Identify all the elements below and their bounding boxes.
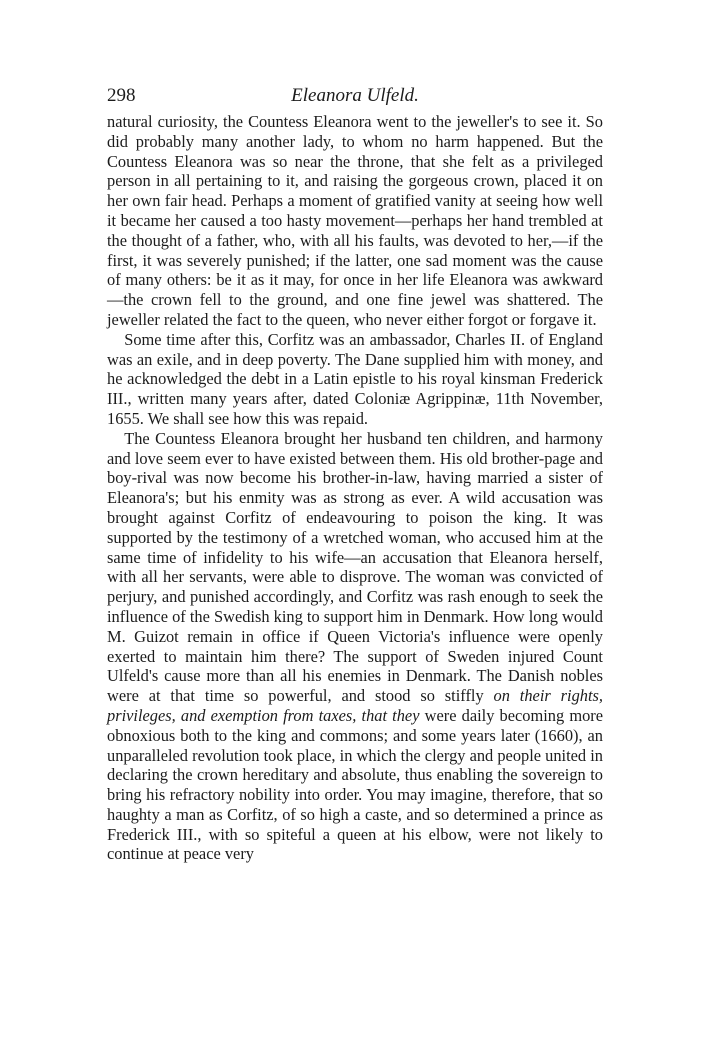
paragraph-3-text-b: were daily becoming more obnoxious both to the king and commons; and some years later (1660), an unparalleled revolution took place, in which the clergy and people united in declaring the crown hereditary and absolute, thus enabling the sovereign to bring his refractory nobility into order. You may imagine, therefore, that so haughty a man as Corfitz, of so high a caste, and so determined a prince as Frederick III., with so spiteful a queen at his elbow, were not likely to continue at peace very [107,705,603,864]
paragraph-2 [107,330,603,429]
running-title: Eleanora Ulfeld. [291,85,419,106]
page-number: 298 [107,85,136,106]
paragraph-3-text-a: The Countess Eleanora brought her husband ten children, and harmony and love seem ever to have existed between them. His old brother-page and boy-rival was now become his brother-in-law, having married a sister of Eleanora's; but his enmity was as strong as ever. A wild accusation was brought against Corfitz of endeavouring to poison the king. It was supported by the testimony of a wretched woman, who accused him at the same time of infidelity to his wife—an accusation that Eleanora herself, with all her servants, were able to disprove. The woman was convicted of perjury, and punished accordingly, and Corfitz was rash enough to seek the influence of the Swedish king to support him in Denmark. How long would M. Guizot remain in office if Queen Victoria's influence were openly exerted to maintain him there? The support of Sweden injured Count Ulfeld's cause more than all his enemies in Denmark. The Danish nobles were at that time so powerful, and stood so stiffly [107,428,603,706]
paragraph-3-italic-phrase: on their rights, privileges, and exemption from taxes, that they [107,686,603,725]
body-text [107,112,603,864]
paragraph-1 [107,112,603,330]
paragraph-2-text: Some time after this, Corfitz was an ambassador, Charles II. of England was an exile, and in deep poverty. The Dane supplied him with money, and he acknowledged the debt in a Latin epistle to his royal kinsman Frederick III., written many years after, dated Coloniæ Agrippinæ, 11th November, 1655. We shall see how this was repaid. [107,329,603,428]
running-head [107,83,603,109]
book-page [107,83,603,864]
paragraph-3 [107,429,603,865]
paragraph-1-text: natural curiosity, the Countess Eleanora went to the jeweller's to see it. So did probably many another lady, to whom no harm happened. But the Countess Eleanora was so near the throne, that she felt as a privileged person in all pertaining to it, and raising the gorgeous crown, placed it on her own fair head. Perhaps a moment of gratified vanity at seeing how well it became her caused a too hasty movement—perhaps her hand trembled at the thought of a father, who, with all his faults, was devoted to her,—if the first, it was severely punished; if the latter, one sad moment was the cause of many others: be it as it may, for once in her life Eleanora was awkward—the crown fell to the ground, and one fine jewel was shattered. The jeweller related the fact to the queen, who never either forgot or forgave it. [107,112,603,329]
